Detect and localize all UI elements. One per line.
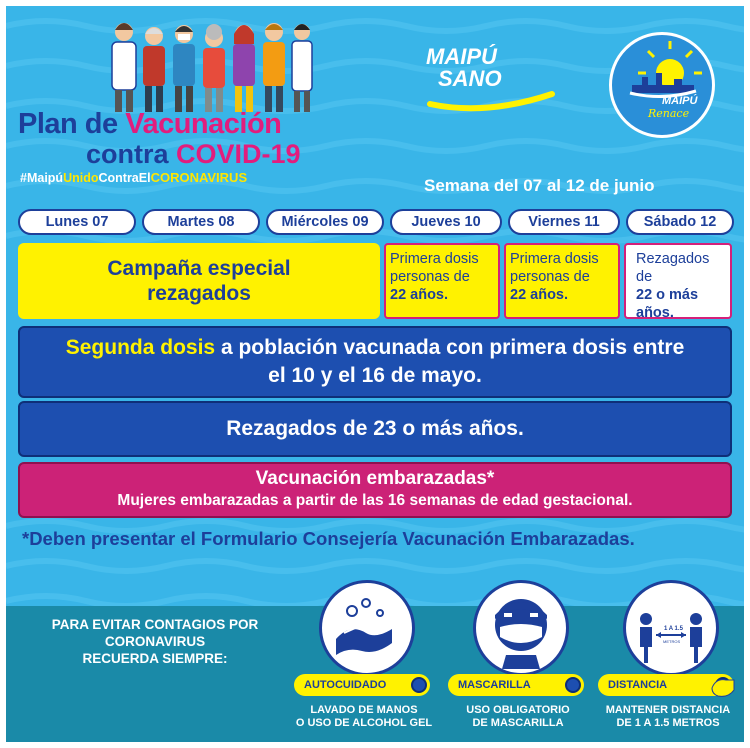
friday-box <box>504 243 620 319</box>
title-vacunacion: Vacunación <box>125 108 282 140</box>
form-note: *Deben presentar el Formulario Consejería Vacunación Embarazadas. <box>22 528 635 549</box>
distancia-caption <box>598 704 738 730</box>
logo-name: MAIPÚ <box>662 95 698 107</box>
thursday-age: 22 años. <box>390 287 449 303</box>
pregnant-band <box>18 462 732 518</box>
friday-text: Primera dosis personas de <box>510 251 599 285</box>
day-viernes: Viernes 11 <box>508 209 620 235</box>
saturday-age: 22 o más años. <box>636 287 699 321</box>
autocuidado-cap2: O USO DE ALCOHOL GEL <box>295 717 433 729</box>
hashtag <box>20 170 247 185</box>
subtitle-covid: COVID-19 <box>176 139 301 169</box>
swoosh-icon <box>426 90 556 114</box>
intro-line3: RECUERDA SIEMPRE: <box>82 651 228 666</box>
autocuidado-cap1: LAVADO DE MANOS <box>310 704 418 716</box>
face-mask-icon <box>473 580 569 676</box>
pregnant-subtitle: Mujeres embarazadas a partir de las 16 semanas de edad gestacional. <box>117 492 633 509</box>
tip-distancia <box>598 606 744 742</box>
special-line1: Campaña especial <box>107 257 291 280</box>
pill-dot-icon <box>565 677 581 693</box>
autocuidado-caption <box>294 704 434 730</box>
brand-line2: SANO <box>438 66 502 91</box>
distancia-cap1: MANTENER DISTANCIA <box>605 704 731 716</box>
social-distance-icon <box>623 580 719 676</box>
thursday-box <box>384 243 500 319</box>
vaccination-poster <box>6 6 744 742</box>
mascarilla-cap2: DE MASCARILLA <box>472 717 564 729</box>
hashtag-part3: ContraEl <box>98 171 151 185</box>
special-line2: rezagados <box>147 282 251 305</box>
second-dose-highlight: Segunda dosis <box>65 336 216 359</box>
intro-line1: PARA EVITAR CONTAGIOS POR <box>51 617 259 632</box>
hashtag-part2: Unido <box>63 171 99 185</box>
day-miercoles: Miércoles 09 <box>266 209 384 235</box>
hashtag-part4: CORONAVIRUS <box>150 170 248 185</box>
day-jueves: Jueves 10 <box>390 209 502 235</box>
tip-autocuidado <box>294 606 444 742</box>
friday-age: 22 años. <box>510 287 569 303</box>
saturday-box <box>624 243 732 319</box>
handwashing-icon <box>319 580 415 676</box>
prevention-footer <box>6 606 744 742</box>
distancia-label: DISTANCIA <box>608 679 668 691</box>
brand-line1: MAIPÚ <box>426 44 497 69</box>
campaign-title <box>18 108 281 141</box>
health-workers-illustration <box>104 16 314 116</box>
day-sabado: Sábado 12 <box>626 209 734 235</box>
lagging-23-band: Rezagados de 23 o más años. <box>18 401 732 457</box>
prevention-intro <box>20 616 290 667</box>
mascarilla-caption <box>448 704 588 730</box>
logo-sub: Renace <box>648 107 690 120</box>
subtitle-contra: contra <box>86 139 177 169</box>
pill-dot-icon <box>411 677 427 693</box>
hashtag-part1: #Maipú <box>20 171 64 185</box>
intro-line2: CORONAVIRUS <box>104 634 206 649</box>
second-dose-dates: el 10 y el 16 de mayo. <box>268 364 482 387</box>
mascarilla-label: MASCARILLA <box>458 679 531 691</box>
second-dose-text: a población vacunada con primera dosis entre <box>215 336 685 359</box>
mascarilla-pill <box>448 674 584 696</box>
second-dose-band <box>18 326 732 398</box>
week-range: Semana del 07 al 12 de junio <box>424 176 655 195</box>
distance-arrow-sub: METROS <box>663 639 681 644</box>
autocuidado-pill <box>294 674 430 696</box>
special-campaign-box <box>18 243 380 319</box>
day-lunes: Lunes 07 <box>18 209 136 235</box>
day-row <box>18 209 734 235</box>
maipu-renace-logo <box>609 32 715 138</box>
day-martes: Martes 08 <box>142 209 260 235</box>
thursday-text: Primera dosis personas de <box>390 251 479 285</box>
campaign-subtitle <box>86 139 301 170</box>
mascarilla-cap1: USO OBLIGATORIO <box>466 704 570 716</box>
title-plan: Plan de <box>18 108 126 140</box>
tip-mascarilla <box>448 606 598 742</box>
pregnant-title: Vacunación embarazadas* <box>255 468 495 489</box>
distance-arrow-text: 1 A 1.5 <box>664 626 683 632</box>
saturday-text: Rezagados de <box>636 251 710 285</box>
sun-skyline-icon <box>612 35 712 135</box>
maipu-sano-logo <box>426 46 556 118</box>
pointing-hand-icon <box>710 676 736 700</box>
distancia-cap2: DE 1 A 1.5 METROS <box>616 717 720 729</box>
autocuidado-label: AUTOCUIDADO <box>304 679 387 691</box>
